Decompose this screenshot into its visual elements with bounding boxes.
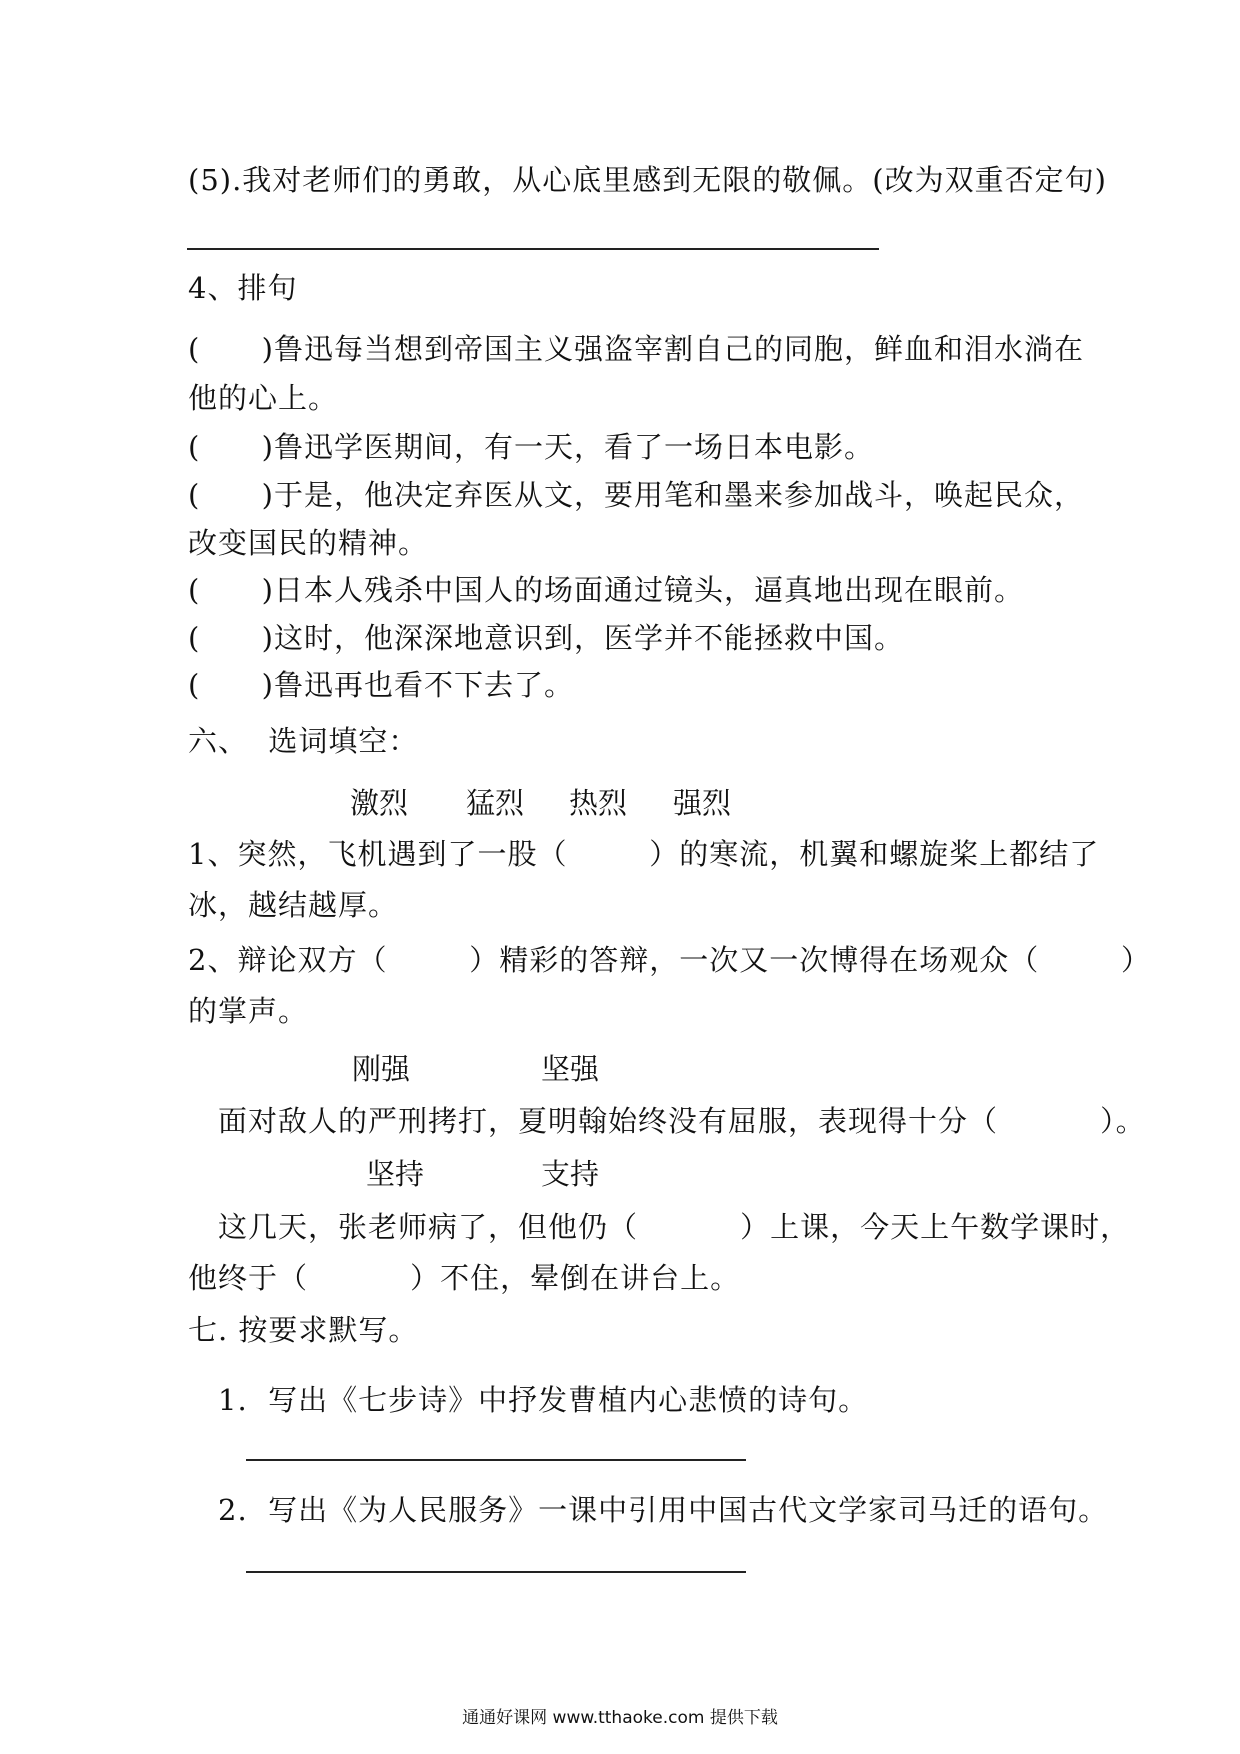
- section-4-heading: 4、排句: [188, 271, 298, 305]
- q5-answer-line[interactable]: [187, 248, 879, 250]
- section-7-heading: 七. 按要求默写。: [188, 1313, 419, 1347]
- word-choice: 热烈: [569, 786, 628, 820]
- fill-q3: 面对敌人的严刑拷打，夏明翰始终没有屈服，表现得十分（ ）。: [218, 1104, 1146, 1138]
- ordering-item-3-line-2: 改变国民的精神。: [188, 526, 429, 560]
- ordering-item-1-line-1: ( )鲁迅每当想到帝国主义强盗宰割自己的同胞，鲜血和泪水淌在: [188, 332, 1084, 366]
- word-choice: 猛烈: [466, 786, 525, 820]
- fill-q4-line-1: 这几天，张老师病了，但他仍（ ）上课，今天上午数学课时，: [218, 1210, 1131, 1244]
- ordering-item-5: ( )这时，他深深地意识到，医学并不能拯救中国。: [188, 621, 904, 655]
- ordering-item-2: ( )鲁迅学医期间，有一天，看了一场日本电影。: [188, 430, 874, 464]
- word-choice: 强烈: [673, 786, 732, 820]
- dictation-answer-line-2[interactable]: [246, 1571, 746, 1573]
- q5-text: (5).我对老师们的勇敢，从心底里感到无限的敬佩。(改为双重否定句): [188, 163, 1107, 197]
- word-choices-2: [0, 1049, 1240, 1089]
- word-choice: 刚强: [352, 1052, 411, 1086]
- word-choice: 激烈: [350, 786, 409, 820]
- fill-q2-line-2: 的掌声。: [188, 994, 309, 1028]
- dictation-answer-line-1[interactable]: [246, 1459, 746, 1461]
- word-choice: 支持: [541, 1157, 600, 1191]
- fill-q2-line-1: 2、辩论双方（ ）精彩的答辩，一次又一次博得在场观众（ ）: [188, 943, 1151, 977]
- word-choices-1: [0, 783, 1240, 823]
- fill-q1-line-2: 冰，越结越厚。: [188, 888, 399, 922]
- section-6-heading: 六、 选词填空：: [188, 724, 419, 758]
- ordering-item-4: ( )日本人残杀中国人的场面通过镜头，逼真地出现在眼前。: [188, 573, 1024, 607]
- ordering-item-6: ( )鲁迅再也看不下去了。: [188, 668, 574, 702]
- ordering-item-3-line-1: ( )于是，他决定弃医从文，要用笔和墨来参加战斗，唤起民众，: [188, 478, 1084, 512]
- ordering-item-1-line-2: 他的心上。: [188, 381, 339, 415]
- footer-credit: 通通好课网 www.tthaoke.com 提供下载: [462, 1708, 778, 1728]
- word-choices-3: [0, 1154, 1240, 1194]
- word-choice: 坚持: [366, 1157, 425, 1191]
- fill-q1-line-1: 1、突然，飞机遇到了一股（ ）的寒流，机翼和螺旋桨上都结了: [188, 837, 1100, 871]
- dictation-item-1: 1. 写出《七步诗》中抒发曹植内心悲愤的诗句。: [218, 1383, 869, 1417]
- fill-q4-line-2: 他终于（ ）不住，晕倒在讲台上。: [188, 1261, 741, 1295]
- dictation-item-2: 2. 写出《为人民服务》一课中引用中国古代文学家司马迁的语句。: [218, 1493, 1109, 1527]
- word-choice: 坚强: [541, 1052, 600, 1086]
